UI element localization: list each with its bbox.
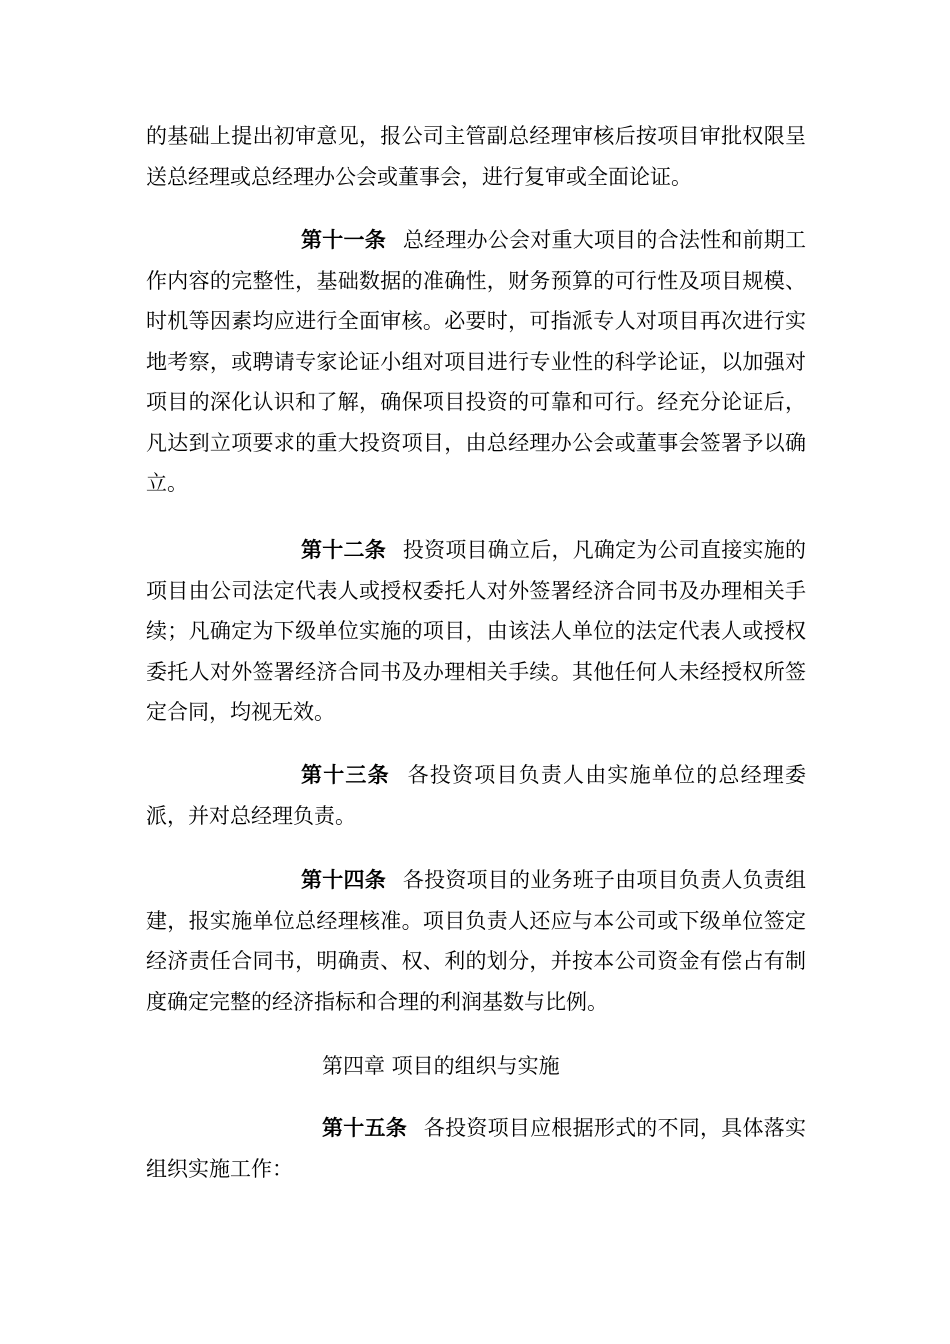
article-11 [146,220,806,504]
article-13-text: 各投资项目负责人由实施单位的总经理委派，并对总经理负责。 [146,763,807,828]
article-11-title: 第十一条 [301,228,386,252]
paragraph-intro [146,116,806,197]
article-14-text: 各投资项目的业务班子由项目负责人负责组建，报实施单位总经理核准。项目负责人还应与本公司或下级单位签定经济责任合同书，明确责、权、利的划分，并按本公司资金有偿占有制度确定完整的经济指标和合理的利润基数与比例。 [146,868,807,1014]
chapter-4-heading: 第四章 项目的组织与实施 [322,1054,560,1078]
article-12-text: 投资项目确立后，凡确定为公司直接实施的项目由公司法定代表人或授权委托人对外签署经济合同书及办理相关手续；凡确定为下级单位实施的项目，由该法人单位的法定代表人或授权委托人对外签署经济合同书及办理相关手续。其他任何人未经授权所签定合同，均视无效。 [146,538,807,724]
article-14-title: 第十四条 [301,868,386,892]
paragraph-intro-text: 的基础上提出初审意见，报公司主管副总经理审核后按项目审批权限呈送总经理或总经理办公会或董事会，进行复审或全面论证。 [146,124,806,189]
article-15-text: 各投资项目应根据形式的不同，具体落实组织实施工作： [146,1116,806,1181]
article-12-title: 第十二条 [301,538,386,562]
article-12 [146,530,806,733]
article-14 [146,860,806,1022]
article-15-title: 第十五条 [322,1116,407,1140]
article-13-title: 第十三条 [301,763,390,787]
article-13 [146,755,806,836]
article-15 [146,1108,806,1189]
article-11-text: 总经理办公会对重大项目的合法性和前期工作内容的完整性，基础数据的准确性，财务预算的可行性及项目规模、时机等因素均应进行全面审核。必要时，可指派专人对项目再次进行实地考察，或聘请专家论证小组对项目进行专业性的科学论证，以加强对项目的深化认识和了解，确保项目投资的可靠和可行。经充分论证后，凡达到立项要求的重大投资项目，由总经理办公会或董事会签署予以确立。 [146,228,807,495]
